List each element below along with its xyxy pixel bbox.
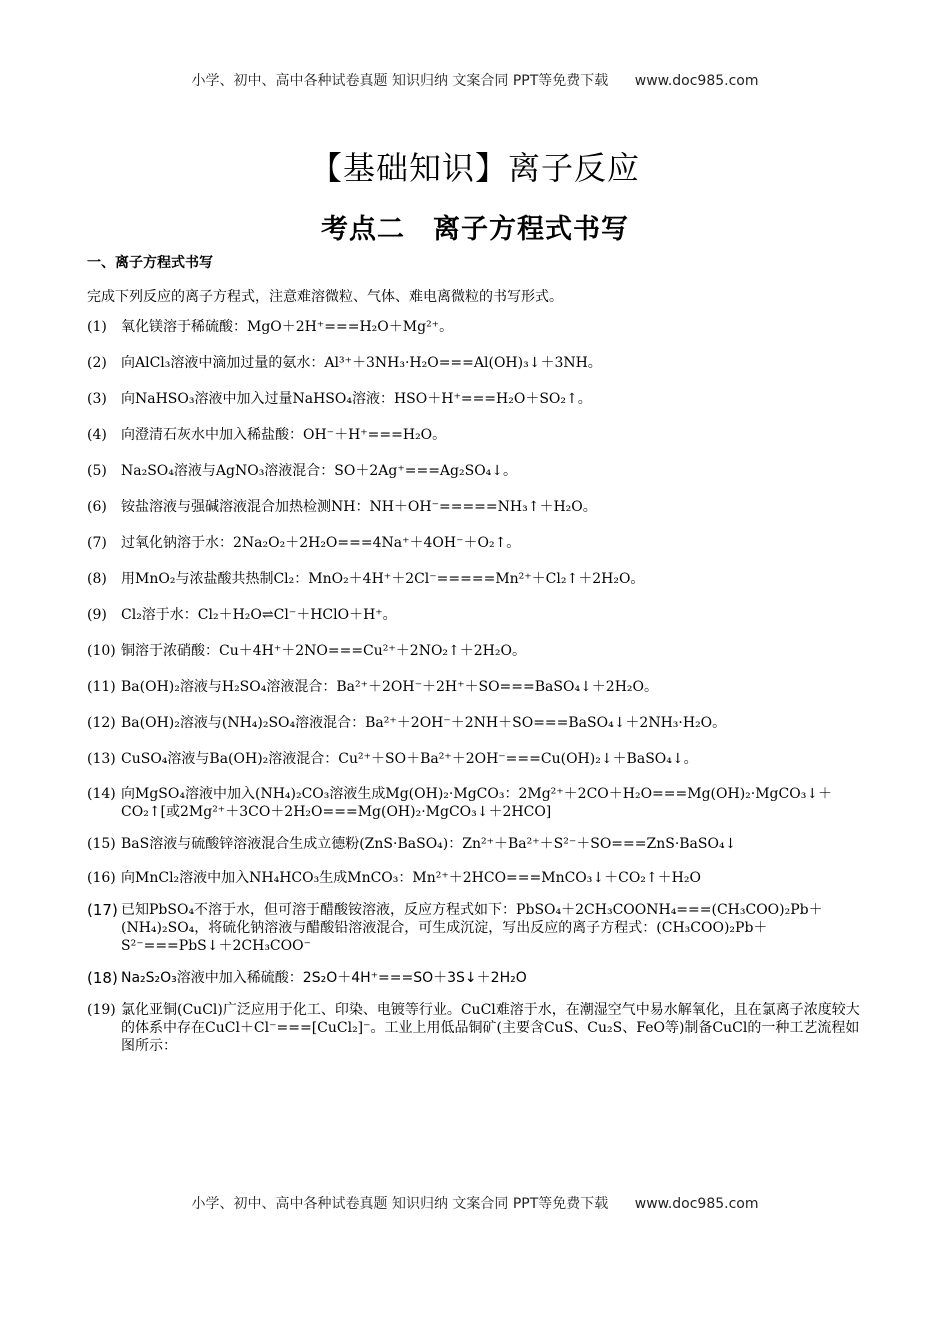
question-number: (12)	[87, 715, 116, 731]
question-text: CuSO₄溶液与Ba(OH)₂溶液混合：Cu²⁺＋SO＋Ba²⁺＋2OH⁻===Cu(OH)₂↓＋BaSO₄↓。	[121, 751, 698, 767]
question-number: (6)	[87, 499, 107, 515]
question-item	[87, 835, 862, 853]
question-text: 氧化镁溶于稀硫酸：MgO＋2H⁺===H₂O＋Mg²⁺。	[121, 319, 454, 335]
question-item	[87, 390, 862, 408]
question-text: 向AlCl₃溶液中滴加过量的氨水：Al³⁺＋3NH₃·H₂O===Al(OH)₃↓＋3NH。	[121, 355, 602, 371]
question-item	[87, 570, 862, 588]
question-item	[87, 1001, 862, 1055]
question-item	[87, 785, 862, 821]
question-number: (5)	[87, 463, 107, 479]
question-item	[87, 969, 862, 987]
question-item	[87, 498, 862, 516]
question-item	[87, 750, 862, 768]
question-item	[87, 462, 862, 480]
intro-text: 完成下列反应的离子方程式，注意难溶微粒、气体、难电离微粒的书写形式。	[87, 289, 563, 305]
question-number: (17)	[87, 901, 118, 919]
question-item	[87, 869, 862, 887]
question-number: (16)	[87, 870, 116, 886]
question-item	[87, 354, 862, 372]
question-number: (10)	[87, 643, 116, 659]
question-text: 向MnCl₂溶液中加入NH₄HCO₃生成MnCO₃：Mn²⁺＋2HCO===MnCO₃↓＋CO₂↑＋H₂O	[121, 870, 701, 886]
question-text: Cl₂溶于水：Cl₂＋H₂O⇌Cl⁻＋HClO＋H⁺。	[121, 607, 397, 623]
question-number: (19)	[87, 1002, 116, 1018]
question-text: 铜溶于浓硝酸：Cu＋4H⁺＋2NO===Cu²⁺＋2NO₂↑＋2H₂O。	[121, 643, 526, 659]
question-number: (2)	[87, 355, 107, 371]
question-text: Na₂S₂O₃溶液中加入稀硫酸：2S₂O＋4H⁺===SO＋3S↓＋2H₂O	[121, 970, 527, 986]
header-text: 小学、初中、高中各种试卷真题 知识归纳 文案合同 PPT等免费下载	[191, 73, 609, 89]
question-text: 氯化亚铜(CuCl)广泛应用于化工、印染、电镀等行业。CuCl难溶于水，在潮湿空气中易水解氧化，且在氯离子浓度较大的体系中存在CuCl＋Cl⁻===[CuCl₂]⁻。工业上用低品铜矿(主要含CuS、Cu₂S、FeO等)制备CuCl的一种工艺流程如图所示：	[121, 1002, 860, 1054]
footer-site-link[interactable]: www.doc985.com	[634, 1196, 759, 1212]
question-text: Ba(OH)₂溶液与H₂SO₄溶液混合：Ba²⁺＋2OH⁻＋2H⁺＋SO===BaSO₄↓＋2H₂O。	[121, 679, 658, 695]
question-text: Na₂SO₄溶液与AgNO₃溶液混合：SO＋2Ag⁺===Ag₂SO₄↓。	[121, 463, 518, 479]
question-number: (1)	[87, 319, 107, 335]
section-heading: 一、离子方程式书写	[87, 255, 213, 271]
question-text: 铵盐溶液与强碱溶液混合加热检测NH：NH＋OH⁻=====NH₃↑＋H₂O。	[121, 499, 597, 515]
page-header	[0, 70, 950, 90]
question-number: (14)	[87, 786, 116, 802]
question-item	[87, 901, 862, 955]
question-number: (4)	[87, 427, 107, 443]
question-number: (18)	[87, 969, 118, 987]
question-number: (9)	[87, 607, 107, 623]
question-text: 向MgSO₄溶液中加入(NH₄)₂CO₃溶液生成Mg(OH)₂·MgCO₃：2Mg²⁺＋2CO＋H₂O===Mg(OH)₂·MgCO₃↓＋CO₂↑[或2Mg²⁺＋3CO＋2H₂O===Mg(OH)₂·MgCO₃↓＋2HCO]	[121, 786, 833, 820]
header-site-link[interactable]: www.doc985.com	[634, 73, 759, 89]
page-subtitle: 考点二 离子方程式书写	[321, 214, 629, 245]
question-item	[87, 678, 862, 696]
question-number: (13)	[87, 751, 116, 767]
page-title: 【基础知识】离子反应	[309, 149, 640, 187]
question-item	[87, 318, 862, 336]
question-number: (11)	[87, 679, 116, 695]
question-text: Ba(OH)₂溶液与(NH₄)₂SO₄溶液混合：Ba²⁺＋2OH⁻＋2NH＋SO===BaSO₄↓＋2NH₃·H₂O。	[121, 715, 727, 731]
question-text: 已知PbSO₄不溶于水，但可溶于醋酸铵溶液，反应方程式如下：PbSO₄＋2CH₃COONH₄===(CH₃COO)₂Pb＋(NH₄)₂SO₄，将硫化钠溶液与醋酸铅溶液混合，可生成沉淀，写出反应的离子方程式：(CH₃COO)₂Pb＋S²⁻===PbS↓＋2CH₃COO⁻	[121, 902, 823, 954]
question-item	[87, 426, 862, 444]
question-item	[87, 534, 862, 552]
footer-text: 小学、初中、高中各种试卷真题 知识归纳 文案合同 PPT等免费下载	[191, 1196, 609, 1212]
page-footer	[0, 1193, 950, 1213]
question-text: BaS溶液与硫酸锌溶液混合生成立德粉(ZnS·BaSO₄)：Zn²⁺＋Ba²⁺＋S²⁻＋SO===ZnS·BaSO₄↓	[121, 836, 737, 852]
question-item	[87, 606, 862, 624]
question-number: (7)	[87, 535, 107, 551]
question-text: 向NaHSO₃溶液中加入过量NaHSO₄溶液：HSO＋H⁺===H₂O＋SO₂↑。	[121, 391, 592, 407]
question-item	[87, 642, 862, 660]
question-text: 过氧化钠溶于水：2Na₂O₂＋2H₂O===4Na⁺＋4OH⁻＋O₂↑。	[121, 535, 521, 551]
question-number: (15)	[87, 836, 116, 852]
question-item	[87, 714, 862, 732]
question-number: (8)	[87, 571, 107, 587]
question-text: 向澄清石灰水中加入稀盐酸：OH⁻＋H⁺===H₂O。	[121, 427, 447, 443]
question-number: (3)	[87, 391, 107, 407]
question-text: 用MnO₂与浓盐酸共热制Cl₂：MnO₂＋4H⁺＋2Cl⁻=====Mn²⁺＋Cl₂↑＋2H₂O。	[121, 571, 645, 587]
question-list	[87, 318, 862, 1055]
